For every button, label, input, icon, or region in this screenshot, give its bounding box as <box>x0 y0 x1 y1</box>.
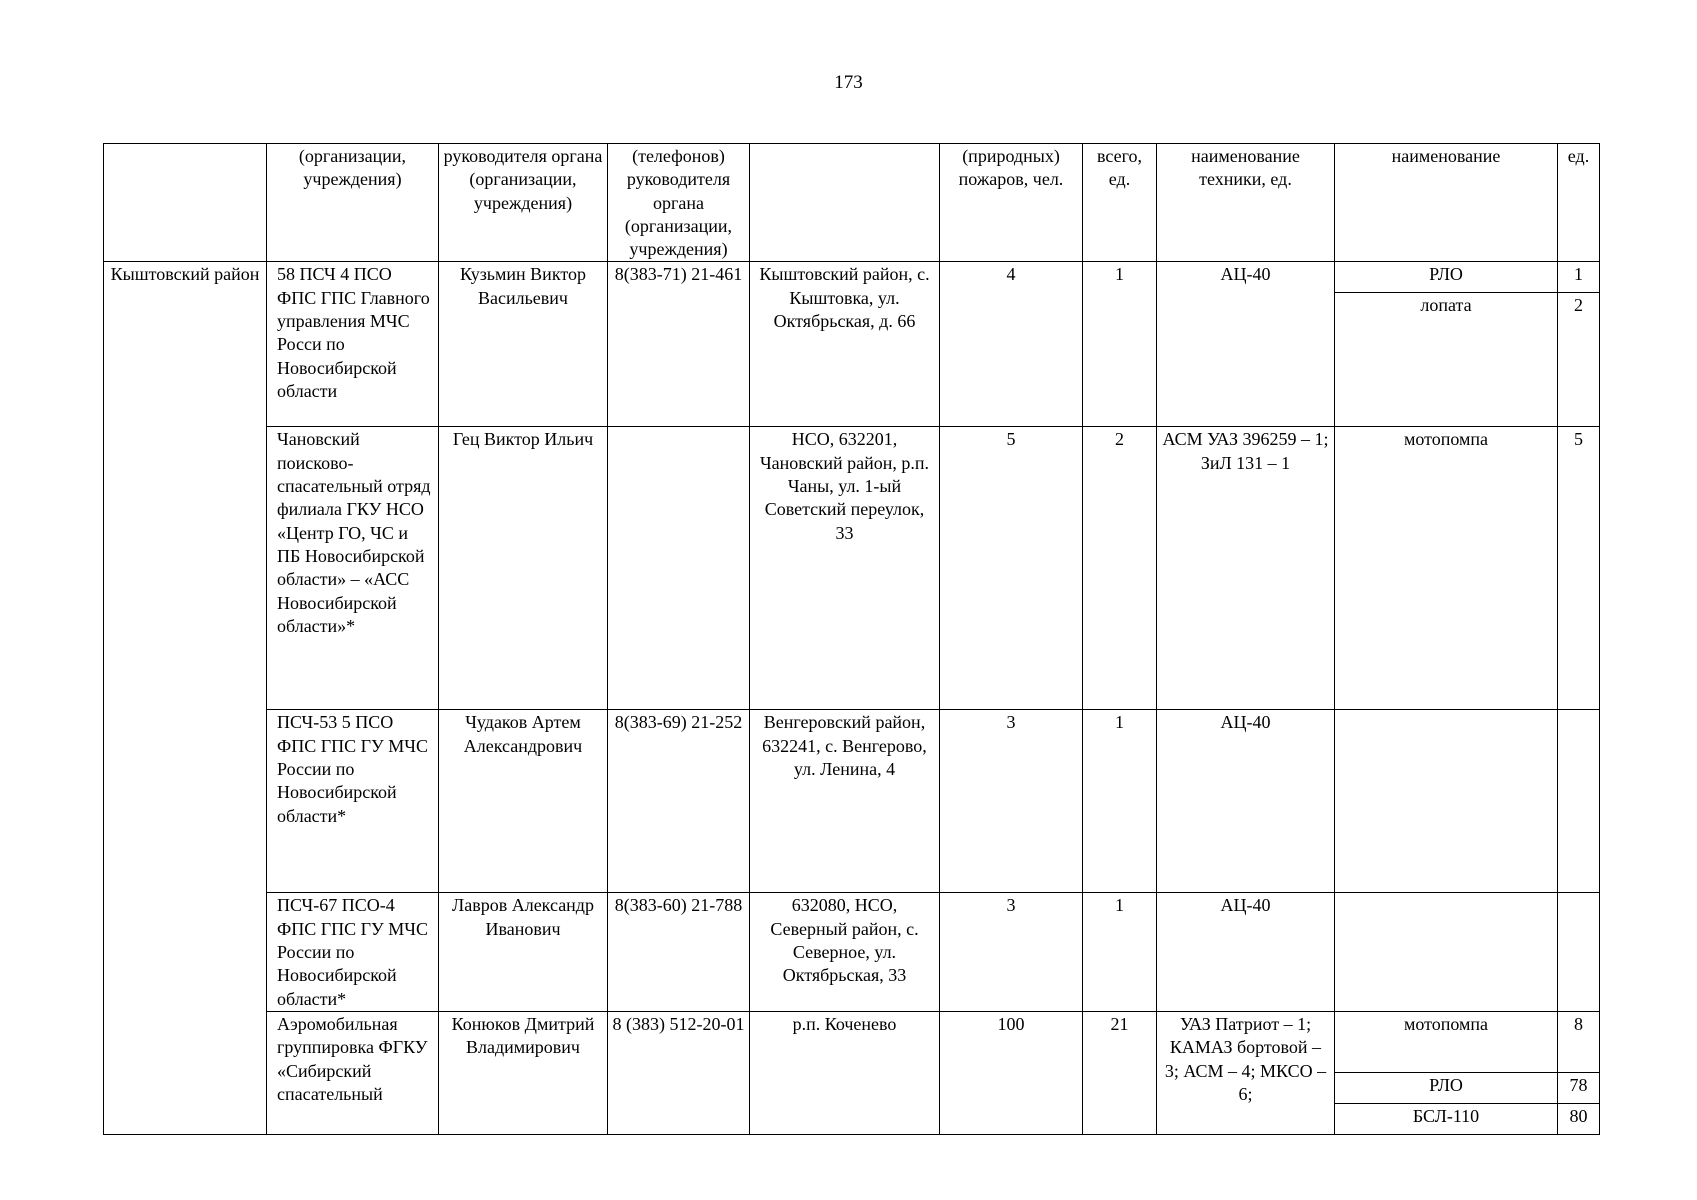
equipment-name-cell: БСЛ-110 <box>1335 1103 1558 1134</box>
address-cell: Венгеровский район, 632241, с. Венгерово, ул. Ленина, 4 <box>750 710 940 893</box>
address-cell: НСО, 632201, Чановский район, р.п. Чаны, ул. 1-ый Советский переулок, 33 <box>750 427 940 710</box>
header-row <box>104 144 1600 262</box>
resources-table <box>103 143 1600 1135</box>
phone-cell: 8(383-60) 21-788 <box>608 893 750 1011</box>
equipment-qty-cell <box>1558 710 1600 893</box>
header-cell: наименование техники, ед. <box>1157 144 1335 262</box>
address-cell: Кыштовский район, с. Кыштовка, ул. Октябрьская, д. 66 <box>750 262 940 427</box>
table-row <box>104 893 1600 1011</box>
equipment-name-cell <box>1335 710 1558 893</box>
district-cell-continued <box>104 893 267 1011</box>
district-cell-continued <box>104 1011 267 1134</box>
district-cell-continued <box>104 427 267 710</box>
vehicles-cell: АЦ-40 <box>1157 893 1335 1011</box>
phone-cell: 8(383-71) 21-461 <box>608 262 750 427</box>
phone-cell <box>608 427 750 710</box>
phone-cell: 8(383-69) 21-252 <box>608 710 750 893</box>
table-row <box>104 710 1600 893</box>
people-cell: 5 <box>940 427 1083 710</box>
vehicles-cell: УАЗ Патриот – 1; КАМАЗ бортовой – 3; АСМ – 4; МКСО – 6; <box>1157 1011 1335 1134</box>
people-cell: 100 <box>940 1011 1083 1134</box>
head-cell: Конюков Дмитрий Владимирович <box>439 1011 608 1134</box>
equipment-qty-cell: 1 <box>1558 262 1600 293</box>
vehicles-total-cell: 1 <box>1083 893 1157 1011</box>
head-cell: Кузьмин Виктор Васильевич <box>439 262 608 427</box>
head-cell: Гец Виктор Ильич <box>439 427 608 710</box>
head-cell: Чудаков Артем Александрович <box>439 710 608 893</box>
org-cell: Чановский поисково-спасательный отряд филиала ГКУ НСО «Центр ГО, ЧС и ПБ Новосибирской области» – «АСС Новосибирской области»* <box>267 427 439 710</box>
equipment-name-cell: мотопомпа <box>1335 427 1558 710</box>
org-cell: ПСЧ-53 5 ПСО ФПС ГПС ГУ МЧС России по Новосибирской области* <box>267 710 439 893</box>
header-cell: всего, ед. <box>1083 144 1157 262</box>
header-cell: (природных) пожаров, чел. <box>940 144 1083 262</box>
district-cell: Кыштовский район <box>104 262 267 427</box>
vehicles-total-cell: 1 <box>1083 262 1157 427</box>
header-cell <box>750 144 940 262</box>
header-cell: наименование <box>1335 144 1558 262</box>
vehicles-cell: АСМ УАЗ 396259 – 1; ЗиЛ 131 – 1 <box>1157 427 1335 710</box>
address-cell: 632080, НСО, Северный район, с. Северное, ул. Октябрьская, 33 <box>750 893 940 1011</box>
district-cell-continued <box>104 710 267 893</box>
vehicles-total-cell: 2 <box>1083 427 1157 710</box>
vehicles-total-cell: 1 <box>1083 710 1157 893</box>
equipment-name-cell <box>1335 893 1558 1011</box>
vehicles-cell: АЦ-40 <box>1157 262 1335 427</box>
equipment-qty-cell: 5 <box>1558 427 1600 710</box>
header-cell: (организации, учреждения) <box>267 144 439 262</box>
equipment-qty-cell: 2 <box>1558 293 1600 427</box>
equipment-name-cell: лопата <box>1335 293 1558 427</box>
table-row <box>104 1011 1600 1072</box>
header-cell: ед. <box>1558 144 1600 262</box>
equipment-name-cell: РЛО <box>1335 1072 1558 1103</box>
table-row <box>104 427 1600 710</box>
vehicles-total-cell: 21 <box>1083 1011 1157 1134</box>
header-cell: руководителя органа (организации, учреждения) <box>439 144 608 262</box>
org-cell: ПСЧ-67 ПСО-4 ФПС ГПС ГУ МЧС России по Новосибирской области* <box>267 893 439 1011</box>
head-cell: Лавров Александр Иванович <box>439 893 608 1011</box>
equipment-qty-cell: 8 <box>1558 1011 1600 1072</box>
people-cell: 3 <box>940 893 1083 1011</box>
table-row <box>104 262 1600 293</box>
header-cell <box>104 144 267 262</box>
phone-cell: 8 (383) 512-20-01 <box>608 1011 750 1134</box>
equipment-qty-cell: 80 <box>1558 1103 1600 1134</box>
equipment-name-cell: РЛО <box>1335 262 1558 293</box>
org-cell: Аэромобильная группировка ФГКУ «Сибирский спасательный <box>267 1011 439 1134</box>
vehicles-cell: АЦ-40 <box>1157 710 1335 893</box>
equipment-qty-cell <box>1558 893 1600 1011</box>
address-cell: р.п. Коченево <box>750 1011 940 1134</box>
header-cell: (телефонов) руководителя органа (организации, учреждения) <box>608 144 750 262</box>
org-cell: 58 ПСЧ 4 ПСО ФПС ГПС Главного управления МЧС Росси по Новосибирской области <box>267 262 439 427</box>
equipment-qty-cell: 78 <box>1558 1072 1600 1103</box>
page-number: 173 <box>834 72 863 93</box>
people-cell: 3 <box>940 710 1083 893</box>
equipment-name-cell: мотопомпа <box>1335 1011 1558 1072</box>
people-cell: 4 <box>940 262 1083 427</box>
